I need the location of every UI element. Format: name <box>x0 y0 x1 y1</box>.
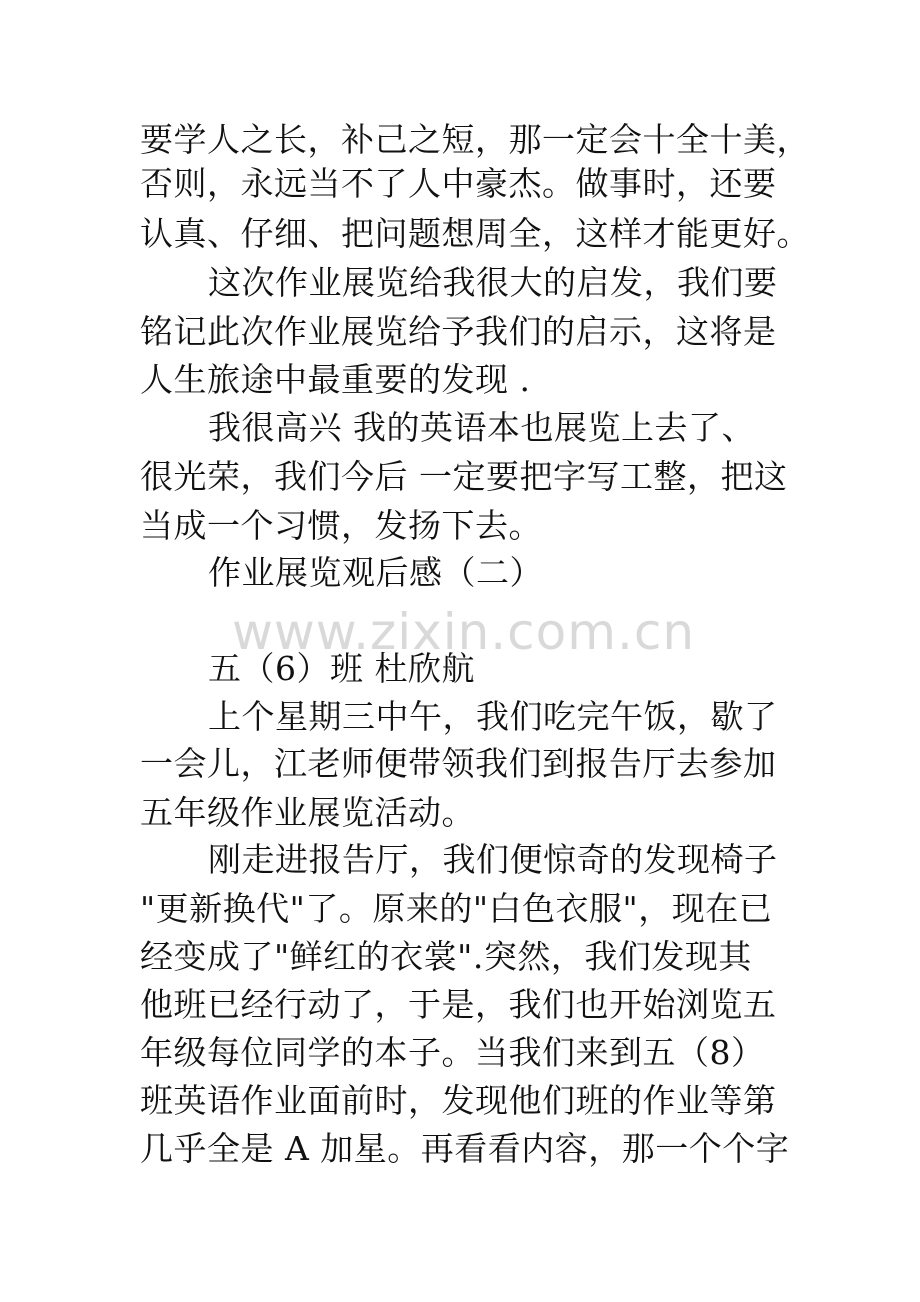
text-line: 当成一个习惯，发扬下去。 <box>140 506 542 545</box>
text-line: 他班已经行动了，于是，我们也开始浏览五 <box>140 985 777 1024</box>
text-line: 认真、仔细、把问题想周全，这样才能更好。 <box>140 214 810 253</box>
author-line: 五（6）班 杜欣航 <box>208 649 475 688</box>
text-line: 要学人之长，补己之短，那一定会十全十美， <box>140 120 810 159</box>
text-line: 班英语作业面前时，发现他们班的作业等第 <box>140 1081 777 1120</box>
paragraph-start-line: 上个星期三中午，我们吃完午饭，歇了 <box>208 697 778 736</box>
text-line: 几乎全是 A 加星。再看看内容，那一个个字 <box>140 1129 790 1168</box>
text-line: 一会儿，江老师便带领我们到报告厅去参加 <box>140 744 777 783</box>
paragraph-start-line: 我很高兴 我的英语本也展览上去了、 <box>208 408 755 447</box>
text-line: 五年级作业展览活动。 <box>140 793 475 832</box>
section-heading: 作业展览观后感（二） <box>208 553 543 592</box>
watermark: www.zixin.com.cn <box>232 603 696 661</box>
text-line: 人生旅途中最重要的发现 . <box>140 360 531 399</box>
text-line: 铭记此次作业展览给予我们的启示，这将是 <box>140 312 777 351</box>
text-line: 年级每位同学的本子。当我们来到五（8） <box>140 1033 765 1072</box>
paragraph-start-line: 这次作业展览给我很大的启发，我们要 <box>208 263 778 302</box>
paragraph-start-line: 刚走进报告厅，我们便惊奇的发现椅子 <box>208 840 778 879</box>
text-line: 经变成了"鲜红的衣裳".突然，我们发现其 <box>140 937 752 976</box>
text-line: "更新换代"了。原来的"白色衣服"，现在已 <box>140 889 773 928</box>
text-line: 否则，永远当不了人中豪杰。做事时，还要 <box>140 164 777 203</box>
text-line: 很光荣，我们今后 一定要把字写工整，把这 <box>140 457 788 496</box>
